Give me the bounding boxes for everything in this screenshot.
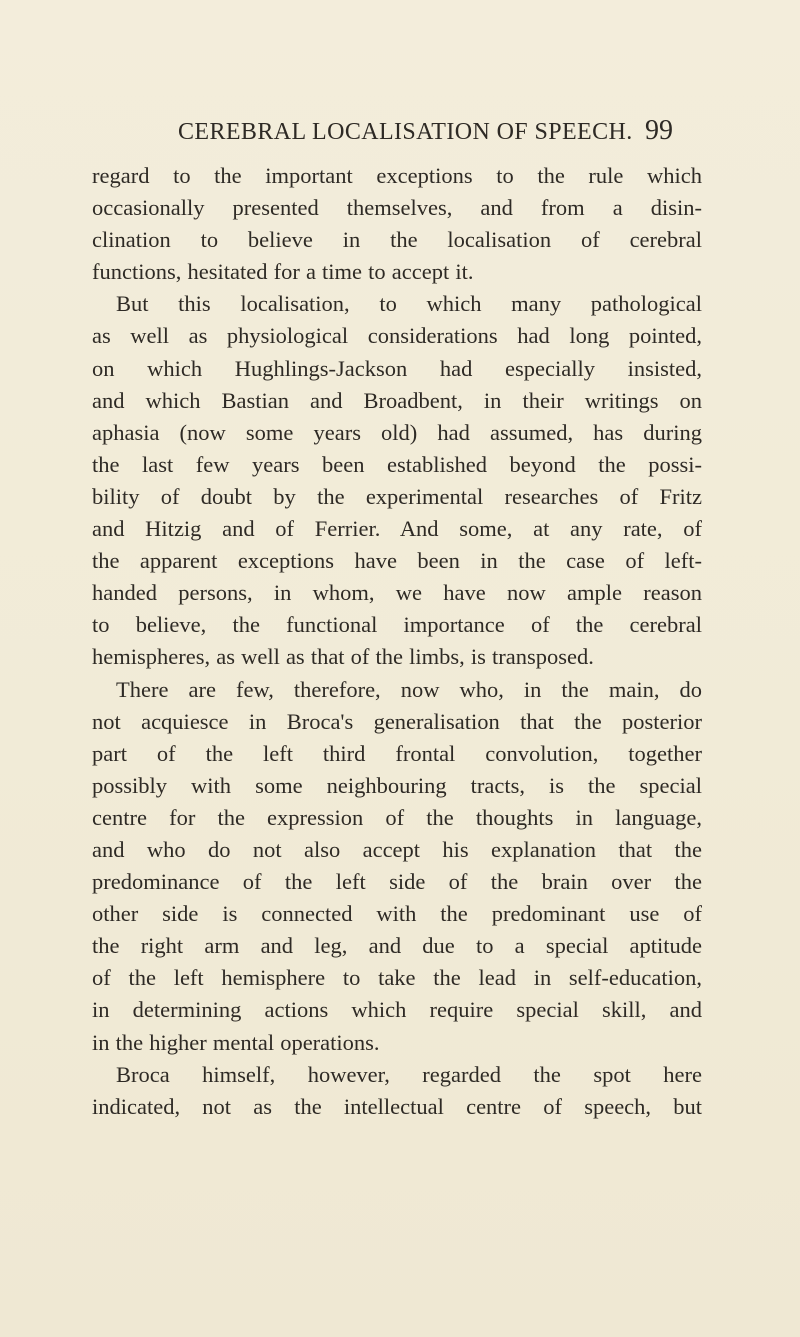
text-line: not acquiesce in Broca's generalisation that the posterior (92, 708, 702, 734)
text-line: to believe, the functional importance of the cerebral (92, 612, 702, 638)
text-line: bility of doubt by the experimental researches of Fritz (92, 483, 702, 509)
text-line: But this localisation, to which many pathological (116, 291, 702, 317)
text-line: as well as physiological considerations had long pointed, (92, 323, 702, 349)
text-line: other side is connected with the predominant use of (92, 901, 702, 927)
text-line: in the higher mental operations. (92, 1029, 380, 1055)
text-line: the right arm and leg, and due to a special aptitude (92, 933, 702, 959)
running-title: CEREBRAL LOCALISATION OF SPEECH. (178, 119, 633, 145)
page-number: 99 (645, 115, 673, 146)
text-line: and Hitzig and of Ferrier. And some, at any rate, of (92, 516, 702, 542)
text-line: and who do not also accept his explanation that the (92, 836, 702, 862)
text-line: part of the left third frontal convolution, together (92, 740, 702, 766)
text-line: occasionally presented themselves, and from a disin- (92, 195, 702, 221)
text-line: regard to the important exceptions to the rule which (92, 163, 702, 188)
text-line: aphasia (now some years old) had assumed, has during (92, 419, 702, 445)
text-line: in determining actions which require special skill, and (92, 997, 702, 1023)
text-line: and which Bastian and Broadbent, in their writings on (92, 387, 702, 413)
text-line: clination to believe in the localisation of cerebral (92, 227, 702, 253)
running-head (0, 114, 800, 150)
text-line: the apparent exceptions have been in the case of left- (92, 548, 702, 574)
text-line: Broca himself, however, regarded the spot here (116, 1061, 702, 1087)
text-line: There are few, therefore, now who, in the main, do (116, 676, 702, 702)
text-line: hemispheres, as well as that of the limbs, is transposed. (92, 644, 594, 670)
text-line: predominance of the left side of the brain over the (92, 869, 702, 895)
text-line: of the left hemisphere to take the lead in self-education, (92, 965, 702, 991)
text-line: indicated, not as the intellectual centre of speech, but (92, 1093, 702, 1119)
body-text (92, 160, 702, 1123)
text-line: handed persons, in whom, we have now ample reason (92, 580, 702, 606)
text-line: possibly with some neighbouring tracts, is the special (92, 772, 702, 798)
text-line: the last few years been established beyond the possi- (92, 451, 702, 477)
text-line: on which Hughlings-Jackson had especially insisted, (92, 355, 702, 381)
text-line: functions, hesitated for a time to accept it. (92, 259, 474, 285)
text-line: centre for the expression of the thoughts in language, (92, 804, 702, 830)
